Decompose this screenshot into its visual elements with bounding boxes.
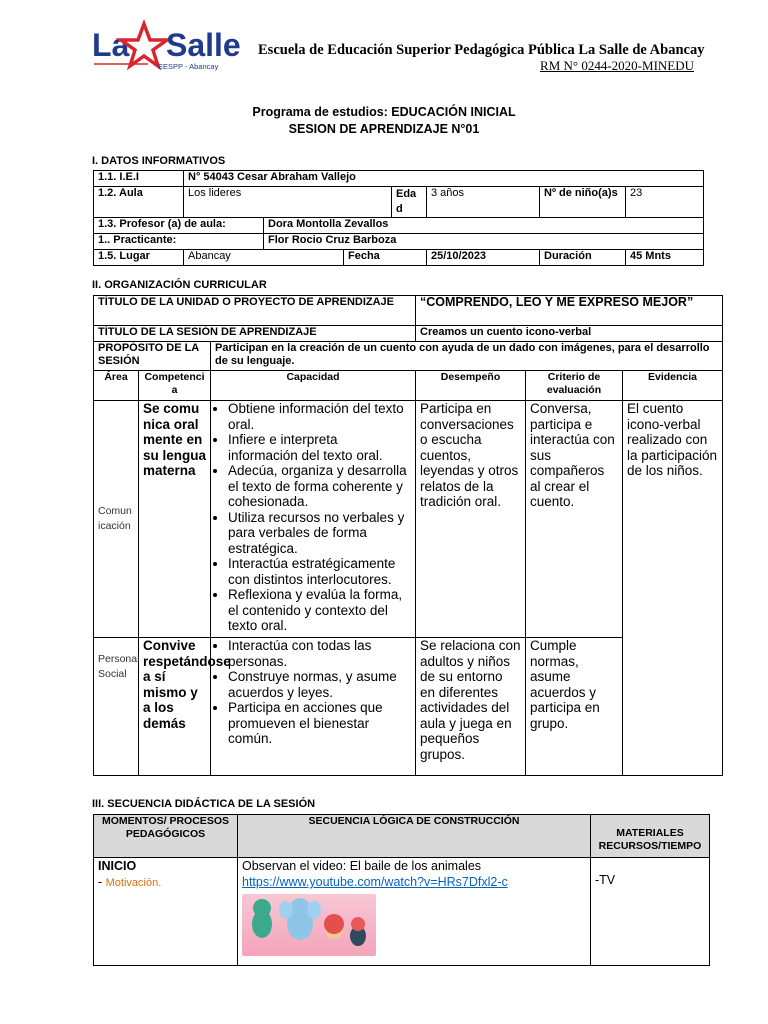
desempeno-cell: Participa en conversaciones o escucha cuentos, leyendas y otros relatos de la tradición oral. — [416, 401, 526, 638]
duracion-value: 45 Mnts — [626, 250, 704, 266]
ninos-label: Nº de niño(a)s — [540, 187, 626, 218]
motivacion-line: - Motivación. — [98, 875, 162, 889]
col-capacidad: Capacidad — [211, 371, 416, 401]
material-cell: -TV — [591, 858, 710, 966]
logo-subtitle: EESPP - Abancay — [158, 62, 219, 71]
sesion-value: Creamos un cuento icono-verbal — [416, 326, 723, 342]
table-row — [94, 858, 710, 966]
list-item: • Reflexiona y evalúa la forma, el contenido y contexto del texto oral. — [228, 587, 411, 634]
sesion-label: TÍTULO DE LA SESIÓN DE APRENDIZAJE — [94, 326, 416, 342]
video-link[interactable]: https://www.youtube.com/watch?v=HRs7Dfxl2-c — [242, 875, 508, 889]
unidad-label: TÍTULO DE LA UNIDAD O PROYECTO DE APRENDIZAJE — [94, 296, 416, 326]
school-name: Escuela de Educación Superior Pedagógica Pública La Salle de Abancay — [258, 42, 705, 58]
inicio-label: INICIO — [98, 859, 137, 873]
col-desempeno: Desempeño — [416, 371, 526, 401]
capacidad-list — [215, 638, 411, 747]
area-cell: Personal Social — [94, 638, 139, 776]
col-competencia: Competencia — [139, 371, 211, 401]
list-item: • Participa en acciones que promueven el bienestar común. — [228, 700, 411, 747]
capacidad-cell — [211, 401, 416, 638]
list-item: • Interactúa estratégicamente con distintos interlocutores. — [228, 556, 411, 587]
table-row — [94, 401, 723, 638]
col-materiales: MATERIALES RECURSOS/TIEMPO — [591, 815, 710, 858]
criterio-cell: Conversa, participa e interactúa con sus compañeros al crear el cuento. — [526, 401, 623, 638]
iei-value: N° 54043 Cesar Abraham Vallejo — [184, 171, 704, 187]
list-item: • Utiliza recursos no verbales y para verbales de forma estratégica. — [228, 510, 411, 557]
evidencia-cell: El cuento icono-verbal realizado con la participación de los niños. — [623, 401, 723, 776]
list-item: • Interactúa con todas las personas. — [228, 638, 411, 669]
duracion-label: Duración — [540, 250, 626, 266]
list-item: • Infiere e interpreta información del texto oral. — [228, 432, 411, 463]
edad-label: Edad — [392, 187, 427, 218]
list-item: • Adecúa, organiza y desarrolla el texto de forma coherente y cohesionada. — [228, 463, 411, 510]
aula-value: Los lideres — [184, 187, 392, 218]
organizacion-curricular-table — [93, 295, 723, 776]
secuencia-didactica-table — [93, 814, 710, 966]
col-criterio: Criterio de evaluación — [526, 371, 623, 401]
desempeno-cell: Se relaciona con adultos y niños de su entorno en diferentes actividades del aula y juega en pequeños grupos. — [416, 638, 526, 776]
area-cell: Comunicación — [94, 401, 139, 638]
list-item: • Obtiene información del texto oral. — [228, 401, 411, 432]
col-area: Área — [94, 371, 139, 401]
section1-heading: I. DATOS INFORMATIVOS — [92, 155, 226, 167]
practicante-label: 1.. Practicante: — [94, 234, 264, 250]
video-text: Observan el video: El baile de los animales — [242, 859, 482, 873]
svg-text:Salle: Salle — [166, 27, 241, 63]
video-thumbnail[interactable] — [242, 894, 376, 956]
edad-value: 3 años — [427, 187, 540, 218]
proposito-label: PROPÓSITO DE LA SESIÓN — [94, 342, 211, 371]
practicante-value: Flor Rocio Cruz Barboza — [264, 234, 704, 250]
profesor-label: 1.3. Profesor (a) de aula: — [94, 218, 264, 234]
motivacion-label: Motivación. — [105, 877, 162, 889]
capacidad-list — [215, 401, 411, 634]
section3-heading: III. SECUENCIA DIDÁCTICA DE LA SESIÓN — [92, 798, 316, 810]
col-momentos: MOMENTOS/ PROCESOS PEDAGÓGICOS — [94, 815, 238, 858]
competencia-cell: Convive respetándose a sí mismo y a los demás — [139, 638, 211, 776]
competencia-cell: Se comunica oralmente en su lengua materna — [139, 401, 211, 638]
fecha-value: 25/10/2023 — [427, 250, 540, 266]
ninos-value: 23 — [626, 187, 704, 218]
session-title: SESION DE APRENDIZAJE N°01 — [288, 122, 480, 136]
col-evidencia: Evidencia — [623, 371, 723, 401]
section2-heading: II. ORGANIZACIÓN CURRICULAR — [92, 279, 267, 291]
cartoon-animals-icon — [242, 894, 376, 956]
profesor-value: Dora Montolla Zevallos — [264, 218, 704, 234]
logo — [92, 20, 241, 76]
criterio-cell: Cumple normas, asume acuerdos y participa en grupo. — [526, 638, 623, 776]
momento-cell — [94, 858, 238, 966]
iei-label: 1.1. I.E.I — [94, 171, 184, 187]
secuencia-cell — [238, 858, 591, 966]
col-secuencia: SECUENCIA LÓGICA DE CONSTRUCCIÓN — [238, 815, 591, 858]
svg-text:La: La — [92, 27, 130, 63]
fecha-label: Fecha — [344, 250, 427, 266]
lugar-label: 1.5. Lugar — [94, 250, 184, 266]
resolution: RM N° 0244-2020-MINEDU — [540, 58, 694, 73]
list-item: • Construye normas, y asume acuerdos y leyes. — [228, 669, 411, 700]
proposito-value: Participan en la creación de un cuento con ayuda de un dado con imágenes, para el desarrollo de su lenguaje. — [211, 342, 723, 371]
unidad-value: “COMPRENDO, LEO Y ME EXPRESO MEJOR” — [416, 296, 723, 326]
lugar-value: Abancay — [184, 250, 344, 266]
datos-informativos-table — [93, 170, 704, 266]
program-title: Programa de estudios: EDUCACIÓN INICIAL — [252, 105, 516, 119]
aula-label: 1.2. Aula — [94, 187, 184, 218]
capacidad-cell — [211, 638, 416, 776]
